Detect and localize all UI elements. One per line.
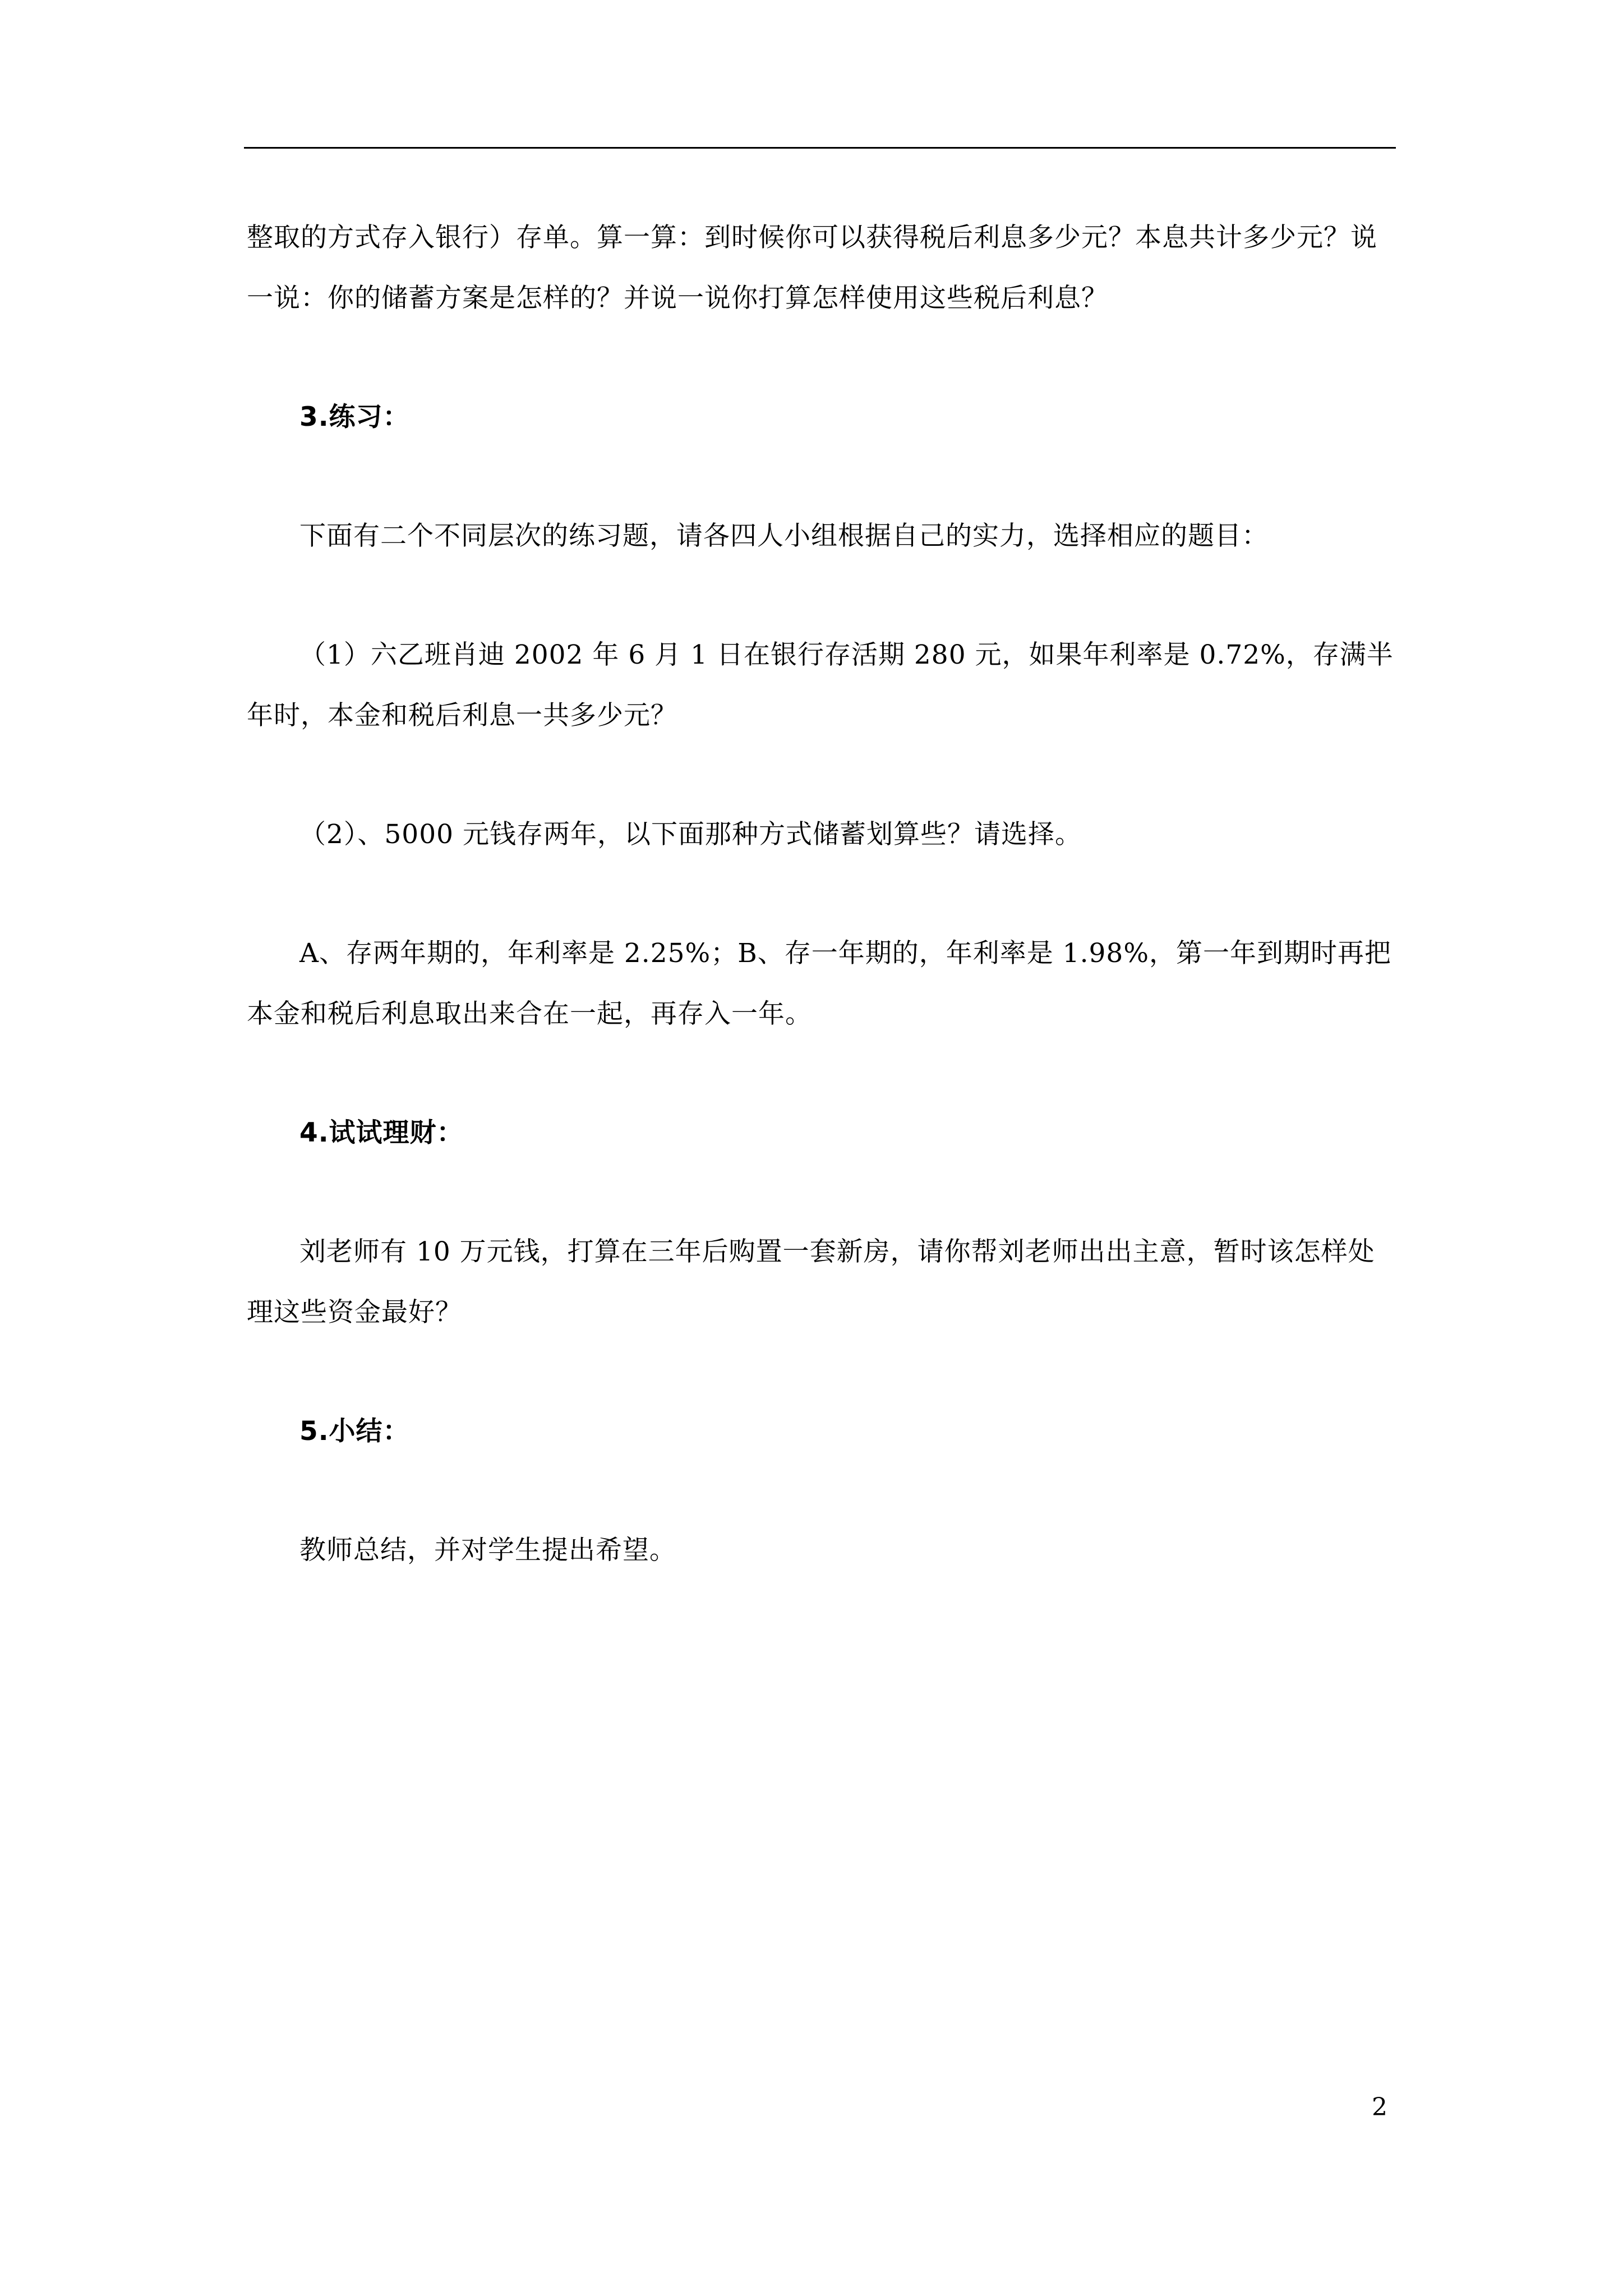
intro-paragraph: 整取的方式存入银行）存单。算一算：到时候你可以获得税后利息多少元？本息共计多少元？说一说：你的储蓄方案是怎样的？并说一说你打算怎样使用这些税后利息？ bbox=[247, 222, 1377, 314]
header-rule bbox=[244, 147, 1396, 149]
section-5-text: 教师总结，并对学生提出希望。 bbox=[299, 1535, 676, 1566]
question-1: （1）六乙班肖迪 2002 年 6 月 1 日在银行存活期 280 元，如果年利率是 0.72%，存满半年时，本金和税后利息一共多少元？ bbox=[247, 639, 1394, 731]
question-2-options: A、存两年期的，年利率是 2.25%；B、存一年期的，年利率是 1.98%，第一年到期时再把本金和税后利息取出来合在一起，再存入一年。 bbox=[247, 938, 1391, 1029]
document-body bbox=[247, 208, 1396, 1581]
section-5-heading: 5.小结： bbox=[299, 1416, 410, 1447]
section-3-heading: 3.练习： bbox=[299, 402, 410, 432]
section-3-intro: 下面有二个不同层次的练习题，请各四人小组根据自己的实力，选择相应的题目： bbox=[299, 521, 1269, 551]
question-2: （2）、5000 元钱存两年，以下面那种方式储蓄划算些？请选择。 bbox=[299, 819, 1082, 850]
section-4-heading: 4.试试理财： bbox=[299, 1117, 464, 1148]
page-number: 2 bbox=[1372, 2093, 1387, 2122]
section-4-text: 刘老师有 10 万元钱，打算在三年后购置一套新房，请你帮刘老师出出主意，暂时该怎样处理这些资金最好？ bbox=[247, 1236, 1375, 1328]
